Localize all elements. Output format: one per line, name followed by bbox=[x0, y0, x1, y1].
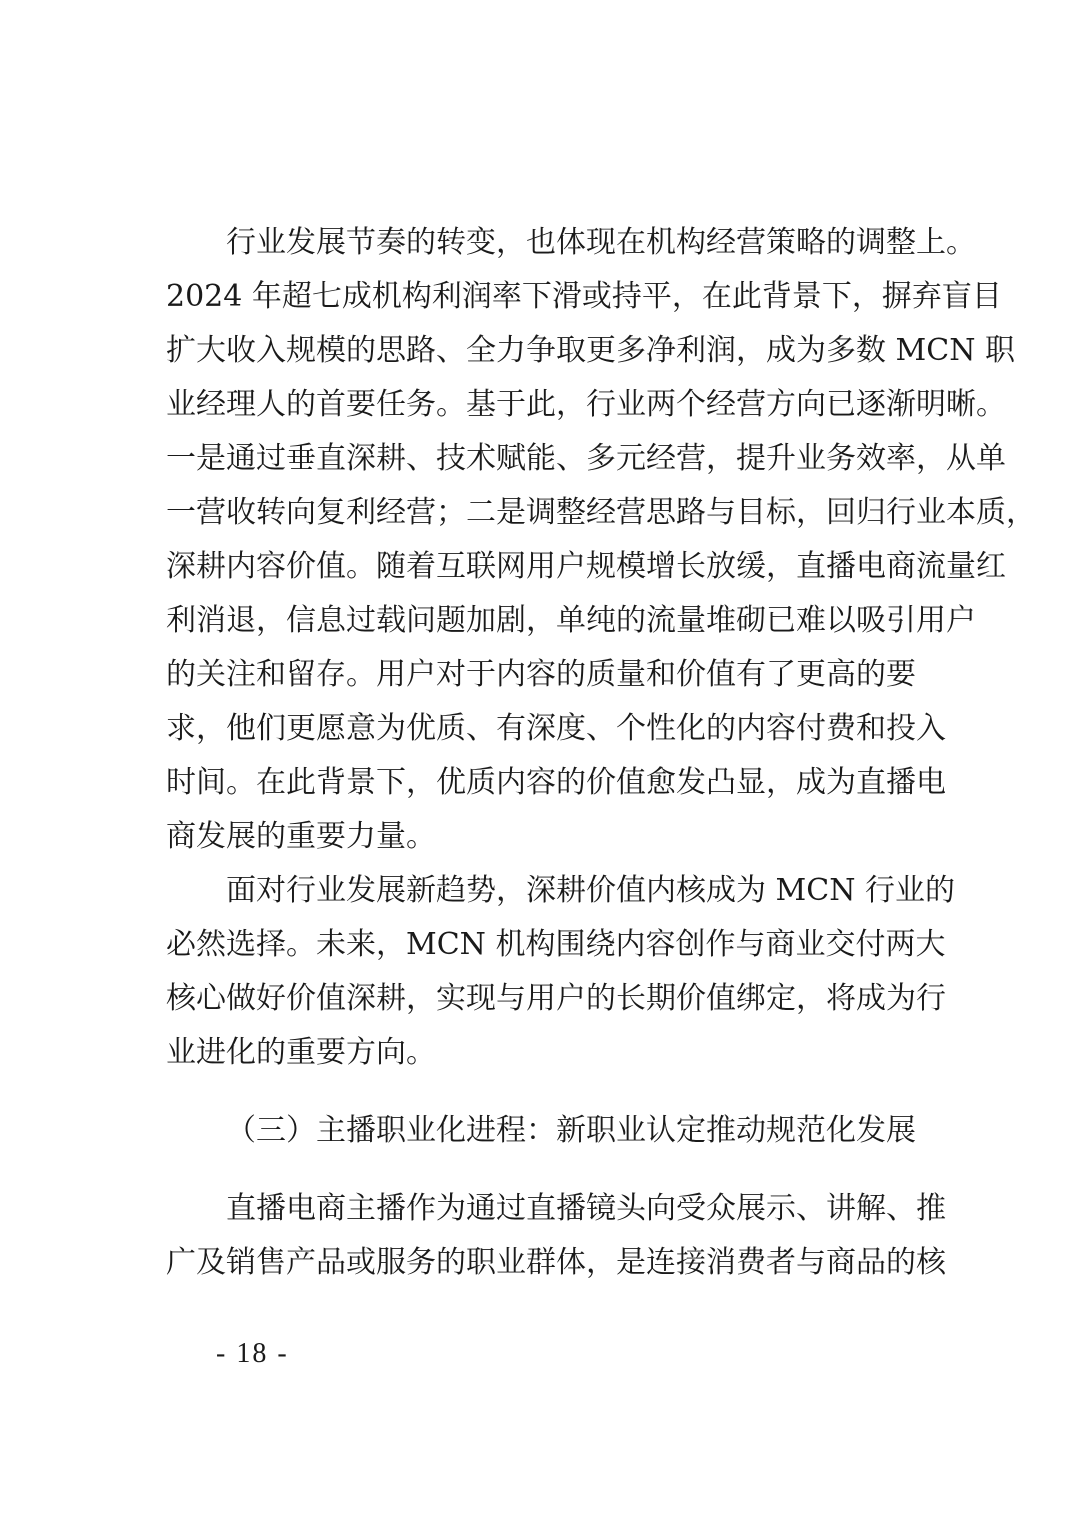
text-line: 必然选择。未来，MCN 机构围绕内容创作与商业交付两大 bbox=[166, 927, 946, 962]
text-line: 一营收转向复利经营；二是调整经营思路与目标，回归行业本质， bbox=[166, 495, 1036, 530]
text-line: 扩大收入规模的思路、全力争取更多净利润，成为多数 MCN 职 bbox=[166, 333, 1015, 368]
text-line: 时间。在此背景下，优质内容的价值愈发凸显，成为直播电 bbox=[166, 765, 946, 800]
text-line: 求，他们更愿意为优质、有深度、个性化的内容付费和投入 bbox=[166, 711, 946, 746]
spacer bbox=[166, 1080, 914, 1104]
text-line: 广及销售产品或服务的职业群体，是连接消费者与商品的核 bbox=[166, 1245, 946, 1280]
text-line: 直播电商主播作为通过直播镜头向受众展示、讲解、推 bbox=[226, 1191, 946, 1226]
document-body bbox=[166, 216, 1036, 1290]
text-line: 商发展的重要力量。 bbox=[166, 819, 436, 854]
spacer bbox=[166, 1158, 914, 1182]
text-line: 核心做好价值深耕，实现与用户的长期价值绑定，将成为行 bbox=[166, 981, 946, 1016]
paragraph-3 bbox=[166, 1182, 946, 1290]
text-line: 行业发展节奏的转变，也体现在机构经营策略的调整上。 bbox=[226, 225, 976, 260]
text-line: 一是通过垂直深耕、技术赋能、多元经营，提升业务效率，从单 bbox=[166, 441, 1006, 476]
text-line: 深耕内容价值。随着互联网用户规模增长放缓，直播电商流量红 bbox=[166, 549, 1006, 584]
text-line: 业经理人的首要任务。基于此，行业两个经营方向已逐渐明晰。 bbox=[166, 387, 1006, 422]
text-line: 利消退，信息过载问题加剧，单纯的流量堆砌已难以吸引用户 bbox=[166, 603, 976, 638]
section-heading: （三）主播职业化进程：新职业认定推动规范化发展 bbox=[226, 1113, 916, 1148]
text-line: 面对行业发展新趋势，深耕价值内核成为 MCN 行业的 bbox=[226, 873, 955, 908]
paragraph-1 bbox=[166, 216, 1036, 864]
paragraph-2 bbox=[166, 864, 955, 1080]
text-line: 业进化的重要方向。 bbox=[166, 1035, 436, 1070]
text-line: 2024 年超七成机构利润率下滑或持平，在此背景下，摒弃盲目 bbox=[166, 279, 1002, 314]
page-number: - 18 - bbox=[216, 1338, 289, 1369]
text-line: 的关注和留存。用户对于内容的质量和价值有了更高的要 bbox=[166, 657, 916, 692]
